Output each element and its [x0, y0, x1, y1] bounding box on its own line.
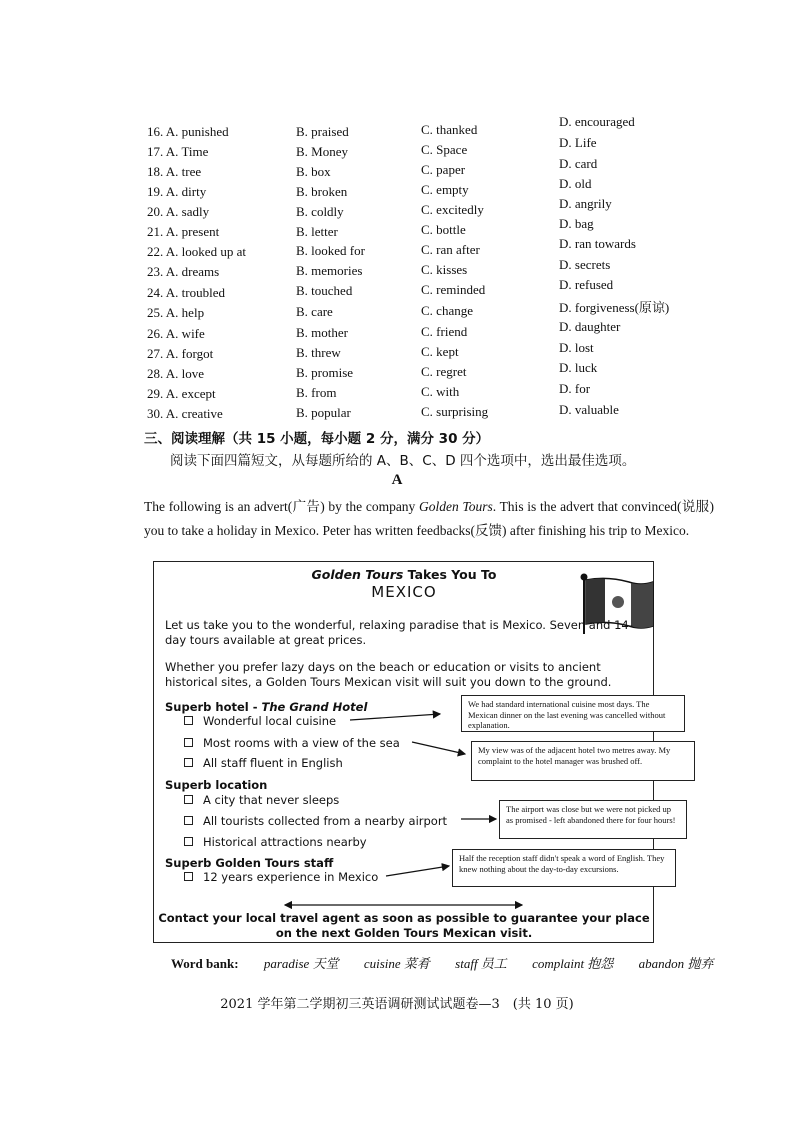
- question-17: 17. A. Time: [147, 144, 209, 159]
- option-b: B. mother: [296, 325, 348, 340]
- option-c: C. thanked: [421, 122, 478, 137]
- option-c: C. change: [421, 303, 473, 318]
- option-b: B. broken: [296, 184, 348, 199]
- option-d: D. ran towards: [559, 236, 636, 251]
- option-d: D. luck: [559, 360, 598, 375]
- option-d: D. for: [559, 381, 591, 396]
- hotel-item: All staff fluent in English: [184, 756, 343, 770]
- option-c: C. reminded: [421, 282, 486, 297]
- question-23: 23. A. dreams: [147, 264, 220, 279]
- option-b: B. praised: [296, 124, 349, 139]
- option-d: D. refused: [559, 277, 614, 292]
- question-28: 28. A. love: [147, 366, 205, 381]
- staff-item: 12 years experience in Mexico: [184, 870, 378, 884]
- feedback-box-view: My view was of the adjacent hotel two metres away. My complaint to the hotel manager was brushed off.: [471, 741, 695, 781]
- option-b: B. letter: [296, 224, 338, 239]
- location-item: All tourists collected from a nearby airport: [184, 814, 447, 828]
- option-b: B. Money: [296, 144, 348, 159]
- question-25: 25. A. help: [147, 305, 205, 320]
- option-d: D. forgiveness(原谅): [559, 300, 670, 315]
- option-d: D. Life: [559, 135, 597, 150]
- option-c: C. excitedly: [421, 202, 484, 217]
- question-26: 26. A. wife: [147, 326, 205, 341]
- option-d: D. daughter: [559, 319, 621, 334]
- question-22: 22. A. looked up at: [147, 244, 246, 259]
- option-b: B. popular: [296, 405, 351, 420]
- question-30: 30. A. creative: [147, 406, 223, 421]
- intro-paragraph: The following is an advert(广告) by the company Golden Tours. This is the advert that convinced(说服) you to take a holiday in Mexico. Peter has written feedbacks(反馈) after finishing his trip to Mexico.: [144, 499, 714, 538]
- option-d: D. valuable: [559, 402, 619, 417]
- feedback-box-cuisine: We had standard international cuisine most days. The Mexican dinner on the last evening was cancelled without explanation.: [461, 695, 685, 732]
- option-c: C. kisses: [421, 262, 468, 277]
- option-d: D. encouraged: [559, 114, 635, 129]
- advert-paragraph-1: Let us take you to the wonderful, relaxing paradise that is Mexico. Seven and 14-day tours available at great prices.: [165, 618, 633, 647]
- option-b: B. coldly: [296, 204, 344, 219]
- question-24: 24. A. troubled: [147, 285, 226, 300]
- question-16: 16. A. punished: [147, 124, 229, 139]
- option-d: D. old: [559, 176, 592, 191]
- option-b: B. promise: [296, 365, 354, 380]
- option-b: B. from: [296, 385, 337, 400]
- option-d: D. secrets: [559, 257, 611, 272]
- section-title: 三、阅读理解（共 15 小题，每小题 2 分，满分 30 分）: [144, 431, 490, 447]
- hotel-item: Wonderful local cuisine: [184, 714, 336, 728]
- option-c: C. bottle: [421, 222, 466, 237]
- question-29: 29. A. except: [147, 386, 216, 401]
- option-d: D. angrily: [559, 196, 612, 211]
- advert-paragraph-2: Whether you prefer lazy days on the beach or education or visits to ancient historical sites, a Golden Tours Mexican visit will suit you down to the ground.: [165, 660, 612, 689]
- advert-title: Golden Tours Takes You To: [311, 567, 497, 582]
- option-c: C. paper: [421, 162, 466, 177]
- option-c: C. friend: [421, 324, 468, 339]
- question-21: 21. A. present: [147, 224, 220, 239]
- location-heading: Superb location: [165, 778, 268, 792]
- option-b: B. touched: [296, 283, 353, 298]
- option-b: B. looked for: [296, 243, 365, 258]
- question-19: 19. A. dirty: [147, 184, 207, 199]
- option-c: C. ran after: [421, 242, 480, 257]
- question-18: 18. A. tree: [147, 164, 202, 179]
- option-d: D. bag: [559, 216, 594, 231]
- question-20: 20. A. sadly: [147, 204, 210, 219]
- option-c: C. empty: [421, 182, 469, 197]
- option-c: C. with: [421, 384, 460, 399]
- page-footer: 2021 学年第二学期初三英语调研测试试题卷—3 (共 10 页): [220, 997, 574, 1012]
- feedback-box-airport: The airport was close but we were not picked up as promised - left abandoned there for four hours!: [499, 800, 687, 839]
- passage-letter: A: [391, 472, 403, 488]
- option-c: C. regret: [421, 364, 467, 379]
- option-d: D. card: [559, 156, 598, 171]
- hotel-heading: Superb hotel - The Grand Hotel: [165, 700, 368, 714]
- option-d: D. lost: [559, 340, 594, 355]
- option-c: C. kept: [421, 344, 459, 359]
- option-c: C. surprising: [421, 404, 489, 419]
- location-item: A city that never sleeps: [184, 793, 339, 807]
- instruction: 阅读下面四篇短文，从每题所给的 A、B、C、D 四个选项中，选出最佳选项。: [170, 453, 636, 469]
- staff-heading: Superb Golden Tours staff: [165, 856, 334, 870]
- option-b: B. threw: [296, 345, 341, 360]
- option-c: C. Space: [421, 142, 468, 157]
- hotel-item: Most rooms with a view of the sea: [184, 736, 400, 750]
- contact-line: Contact your local travel agent as soon as possible to guarantee your place on the next Golden Tours Mexican visit.: [158, 911, 650, 940]
- location-item: Historical attractions nearby: [184, 835, 367, 849]
- option-b: B. box: [296, 164, 331, 179]
- option-b: B. care: [296, 304, 333, 319]
- advert-destination: MEXICO: [371, 583, 437, 601]
- word-bank: Word bank: paradise 天堂 cuisine 菜肴 staff 员工 complaint 抱怨 abandon 抛弃: [171, 956, 714, 971]
- feedback-box-staff: Half the reception staff didn't speak a word of English. They knew nothing about the day-to-day excursions.: [452, 849, 676, 887]
- question-27: 27. A. forgot: [147, 346, 214, 361]
- option-b: B. memories: [296, 263, 363, 278]
